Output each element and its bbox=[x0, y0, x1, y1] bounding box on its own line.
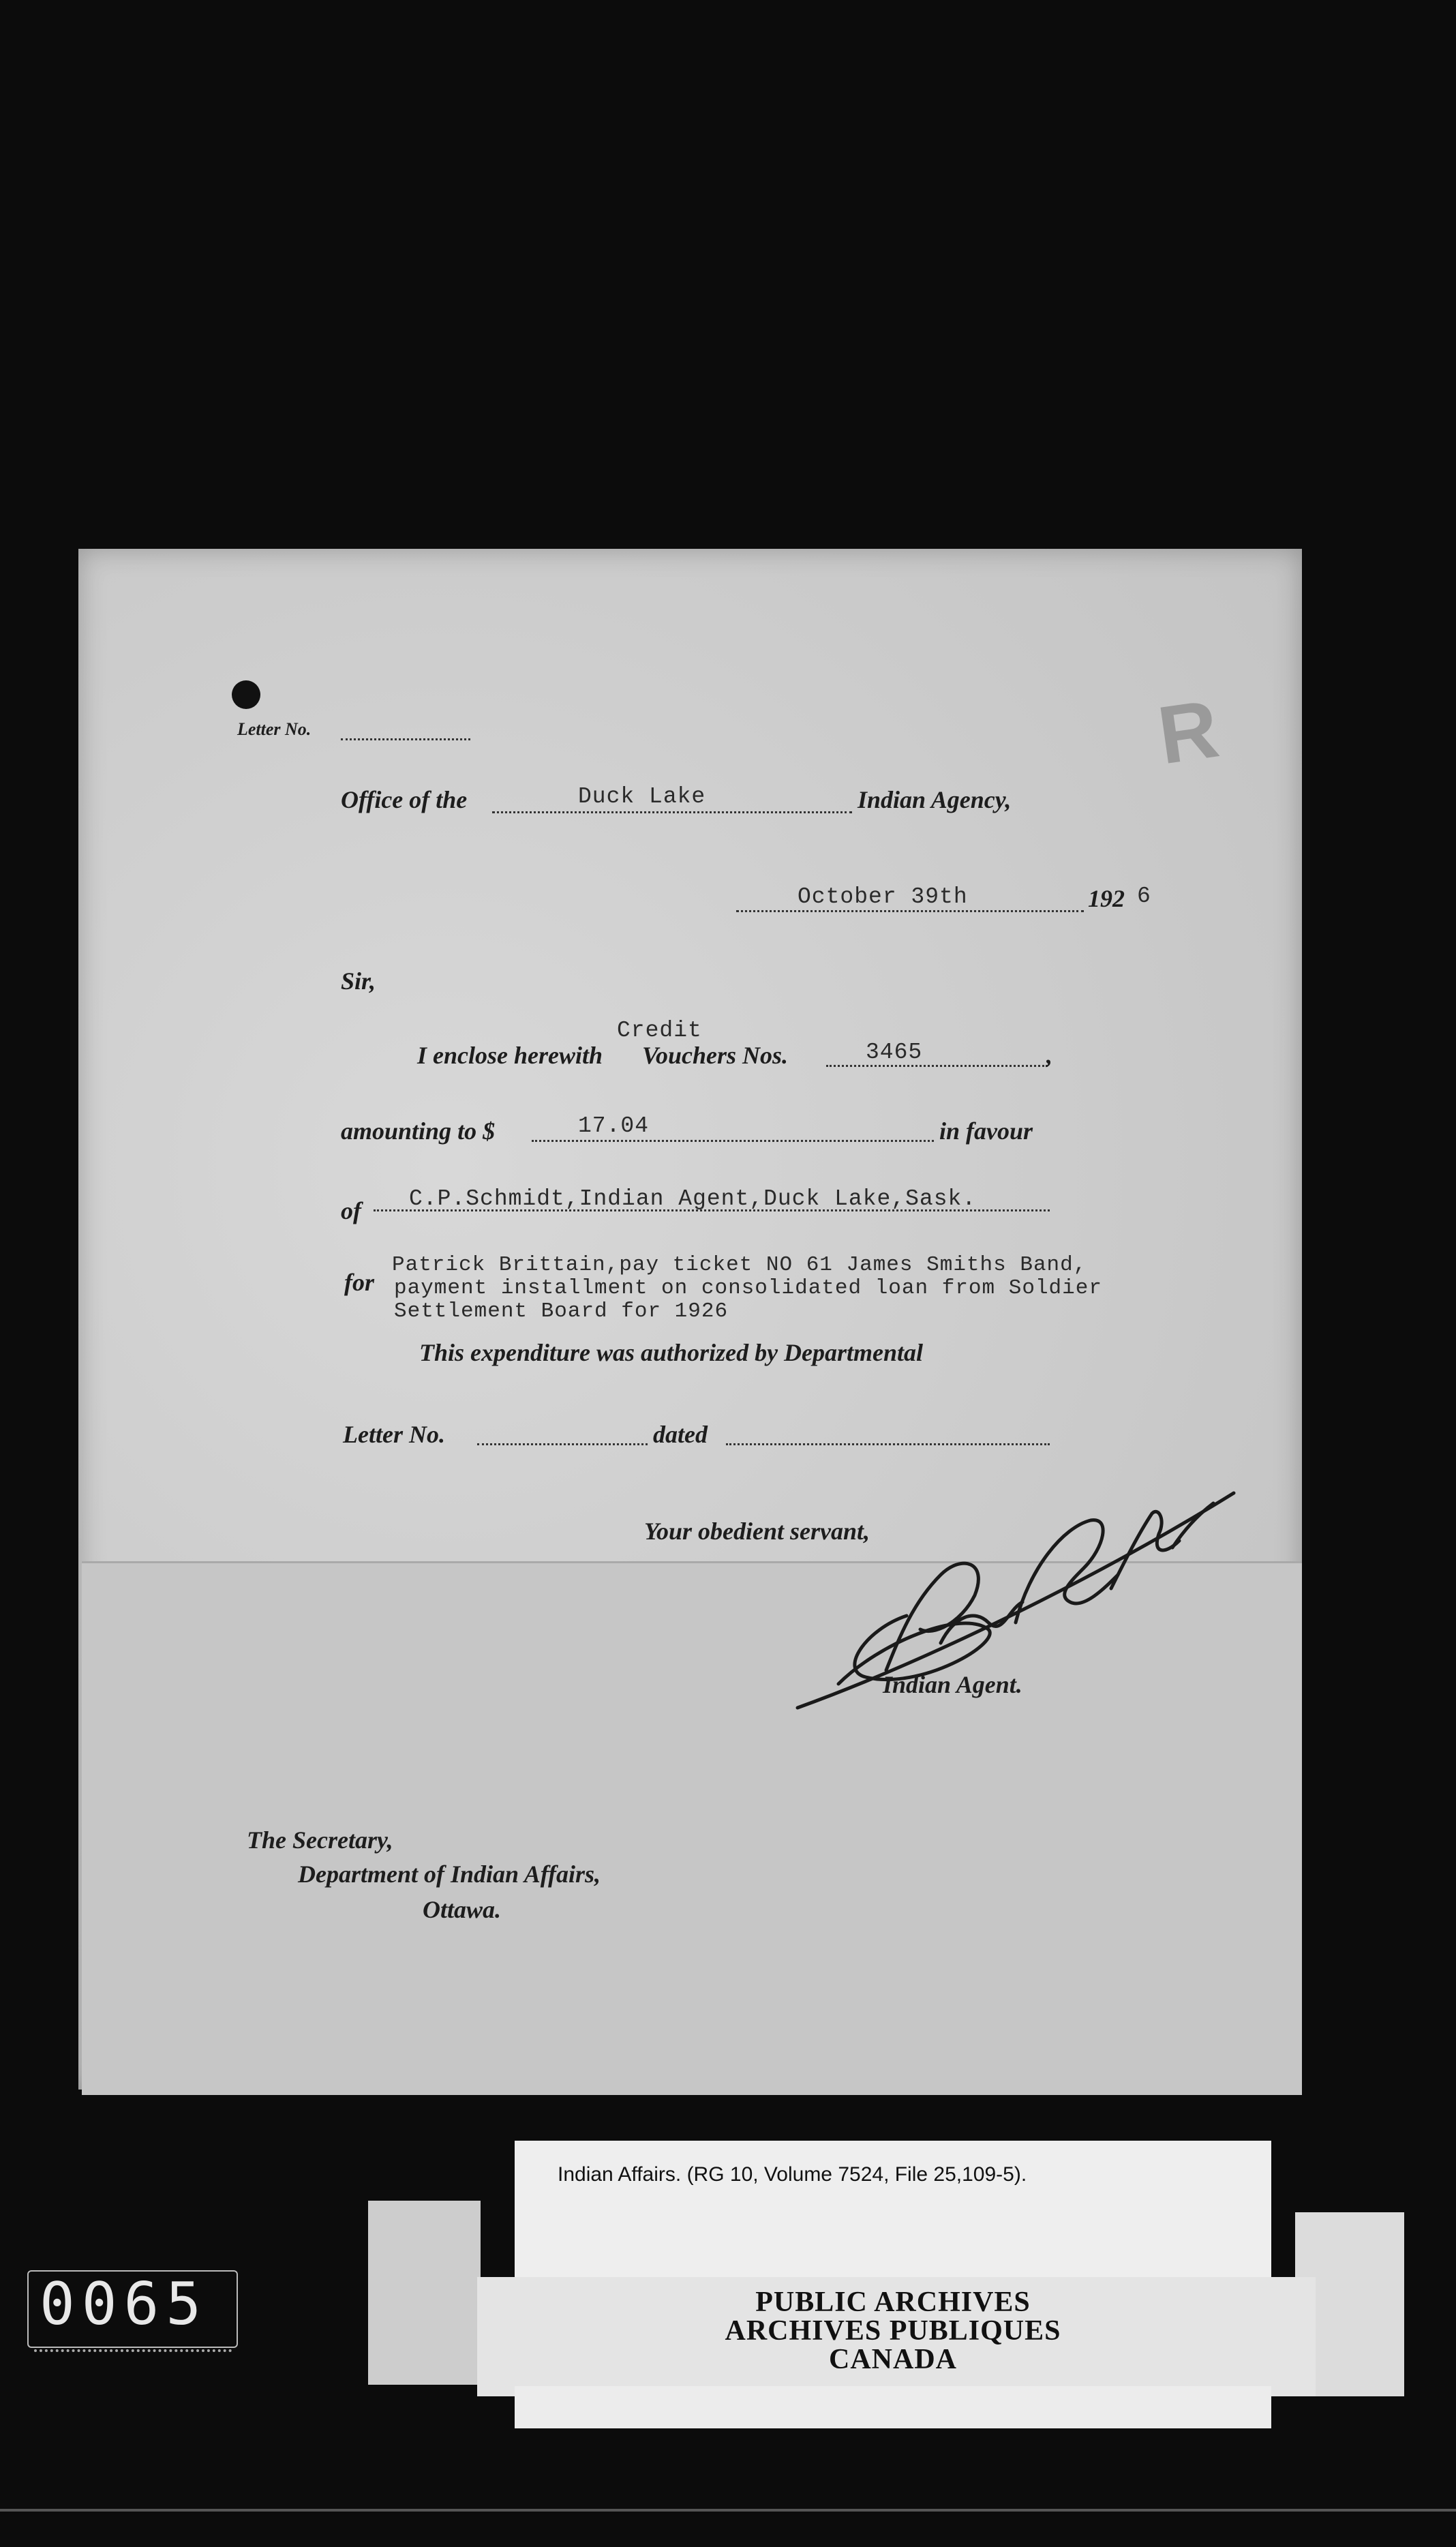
archives-line-3: CANADA bbox=[829, 2344, 957, 2375]
received-stamp: R bbox=[1153, 682, 1224, 782]
signature-title: Indian Agent. bbox=[883, 1671, 1022, 1698]
addressee-line-3: Ottawa. bbox=[423, 1896, 502, 1923]
letter-no-line bbox=[341, 738, 470, 740]
amount-line bbox=[532, 1140, 934, 1142]
salutation: Sir, bbox=[341, 967, 376, 995]
date-line bbox=[736, 910, 1084, 912]
addressee-line-2: Department of Indian Affairs, bbox=[298, 1860, 601, 1888]
purpose-line-1: Patrick Brittain,pay ticket NO 61 James Smiths Band, bbox=[392, 1253, 1087, 1277]
purpose-line-3: Settlement Board for 1926 bbox=[394, 1299, 729, 1323]
archives-line-1: PUBLIC ARCHIVES bbox=[755, 2287, 1031, 2318]
purpose-line-2: payment installment on consolidated loan from Soldier bbox=[394, 1276, 1102, 1300]
vouchers-comma: , bbox=[1046, 1042, 1052, 1069]
letter-date: October 39th bbox=[798, 884, 968, 909]
archives-line-2: ARCHIVES PUBLIQUES bbox=[725, 2315, 1061, 2347]
year-digit: 6 bbox=[1137, 884, 1151, 909]
credit-insert: Credit bbox=[617, 1018, 702, 1043]
enclose-label: I enclose herewith bbox=[417, 1042, 603, 1069]
archive-tab-left bbox=[368, 2201, 481, 2385]
year-prefix: 192 bbox=[1088, 885, 1125, 912]
voucher-number: 3465 bbox=[866, 1040, 923, 1065]
of-label: of bbox=[341, 1197, 361, 1224]
for-label: for bbox=[344, 1269, 374, 1296]
dated-line bbox=[726, 1443, 1050, 1445]
frame-counter: 0065 bbox=[40, 2270, 209, 2338]
archive-reference: Indian Affairs. (RG 10, Volume 7524, File 25,109-5). bbox=[558, 2163, 1027, 2186]
favour-label: in favour bbox=[939, 1117, 1033, 1145]
letter-no-line-2 bbox=[477, 1443, 648, 1445]
amount-value: 17.04 bbox=[578, 1113, 650, 1139]
letter-no-label: Letter No. bbox=[237, 719, 312, 739]
closing: Your obedient servant, bbox=[644, 1518, 870, 1545]
punch-hole bbox=[232, 680, 260, 709]
letter-no-label-2: Letter No. bbox=[343, 1421, 445, 1448]
amount-label: amounting to $ bbox=[341, 1117, 496, 1145]
vouchers-label: Vouchers Nos. bbox=[642, 1042, 789, 1069]
vouchers-line bbox=[826, 1065, 1048, 1067]
archive-bottom-card bbox=[515, 2386, 1271, 2428]
archive-reference-card bbox=[515, 2141, 1271, 2277]
office-line bbox=[492, 811, 852, 813]
addressee-line-1: The Secretary, bbox=[247, 1826, 393, 1854]
agency-label: Indian Agency, bbox=[858, 786, 1012, 813]
authorized-text: This expenditure was authorized by Departmental bbox=[419, 1339, 924, 1366]
dated-label: dated bbox=[653, 1421, 708, 1448]
agency-name: Duck Lake bbox=[578, 784, 706, 809]
frame-counter-ticks bbox=[34, 2345, 232, 2352]
office-label: Office of the bbox=[341, 786, 468, 813]
payee: C.P.Schmidt,Indian Agent,Duck Lake,Sask. bbox=[409, 1186, 977, 1211]
film-edge bbox=[0, 2509, 1456, 2512]
